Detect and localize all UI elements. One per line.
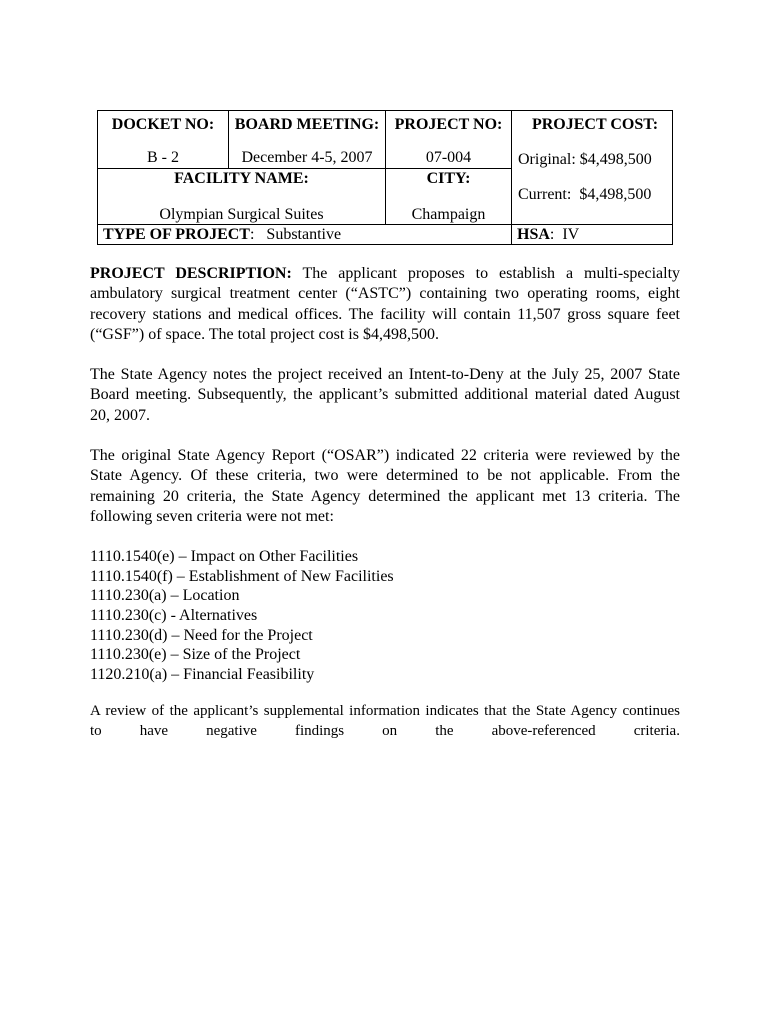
word: to (90, 722, 102, 739)
word: above-referenced (491, 722, 596, 739)
criteria-item: 1110.230(c) - Alternatives (90, 607, 258, 625)
city-value: Champaign (411, 206, 486, 223)
board-meeting-cell (229, 111, 386, 169)
criteria-item: 1110.230(e) – Size of the Project (90, 646, 301, 664)
hsa-cell (512, 225, 673, 245)
facility-name-label: FACILITY NAME: (174, 170, 309, 187)
project-description-text: The applicant proposes to establish a multi-specialty ambulatory surgical treatment center (“ASTC”) containing two operating rooms, eight recovery stations and medical offices. The facility will contain 11,507 gross square feet (“GSF”) of space. The total project cost is $4,498,500. (90, 265, 681, 343)
project-no-label: PROJECT NO: (394, 116, 503, 133)
project-description-label: PROJECT DESCRIPTION: (90, 265, 292, 282)
supplemental-review-paragraph (90, 702, 680, 741)
criteria-item: 1120.210(a) – Financial Feasibility (90, 665, 315, 683)
type-of-project-value: : Substantive (249, 226, 342, 243)
supplemental-review-line-1: A review of the applicant’s supplemental information indicates that the State Agency continues (90, 703, 680, 720)
project-no-value: 07-004 (425, 149, 472, 166)
facility-name-value: Olympian Surgical Suites (159, 206, 324, 223)
word: criteria. (633, 722, 680, 739)
supplemental-review-line-2 (90, 722, 680, 742)
word: findings (294, 722, 345, 739)
criteria-item: 1110.230(d) – Need for the Project (90, 626, 313, 644)
osar-paragraph: The original State Agency Report (“OSAR”) indicated 22 criteria were reviewed by the State Agency. Of these criteria, two were determined to be not applicable. From the remaining 20 criteria, the State Agency determined the applicant met 13 criteria. The following seven criteria were not met: (90, 447, 680, 525)
project-description-paragraph (90, 264, 680, 345)
cost-current: Current: $4,498,500 (518, 186, 652, 203)
docket-cell (98, 111, 229, 169)
facility-name-cell (98, 169, 386, 225)
board-meeting-label: BOARD MEETING: (234, 116, 380, 133)
criteria-item: 1110.230(a) – Location (90, 587, 240, 605)
word: the (435, 722, 454, 739)
criteria-item: 1110.1540(e) – Impact on Other Facilities (90, 548, 359, 566)
board-meeting-value: December 4-5, 2007 (241, 149, 373, 166)
project-no-cell (386, 111, 512, 169)
hsa-value: : IV (549, 226, 580, 243)
docket-value: B - 2 (147, 149, 179, 166)
type-of-project-cell (98, 225, 512, 245)
intent-to-deny-paragraph: The State Agency notes the project received an Intent-to-Deny at the July 25, 2007 State Board meeting. Subsequently, the applicant’s submitted additional material dated August 20, 2007. (90, 366, 680, 424)
docket-label: DOCKET NO: (111, 116, 215, 133)
criteria-item: 1110.1540(f) – Establishment of New Facilities (90, 567, 394, 585)
word: have (139, 722, 169, 739)
type-of-project-label: TYPE OF PROJECT (103, 226, 250, 243)
document-body (90, 264, 680, 741)
word: negative (206, 722, 257, 739)
cost-original: Original: $4,498,500 (518, 151, 652, 168)
city-cell (386, 169, 512, 225)
criteria-list (90, 547, 680, 684)
header-table (97, 110, 673, 245)
project-cost-label: PROJECT COST: (531, 116, 659, 133)
project-cost-cell (512, 111, 673, 225)
city-label: CITY: (426, 170, 471, 187)
word: on (382, 722, 398, 739)
hsa-label: HSA (517, 226, 550, 243)
